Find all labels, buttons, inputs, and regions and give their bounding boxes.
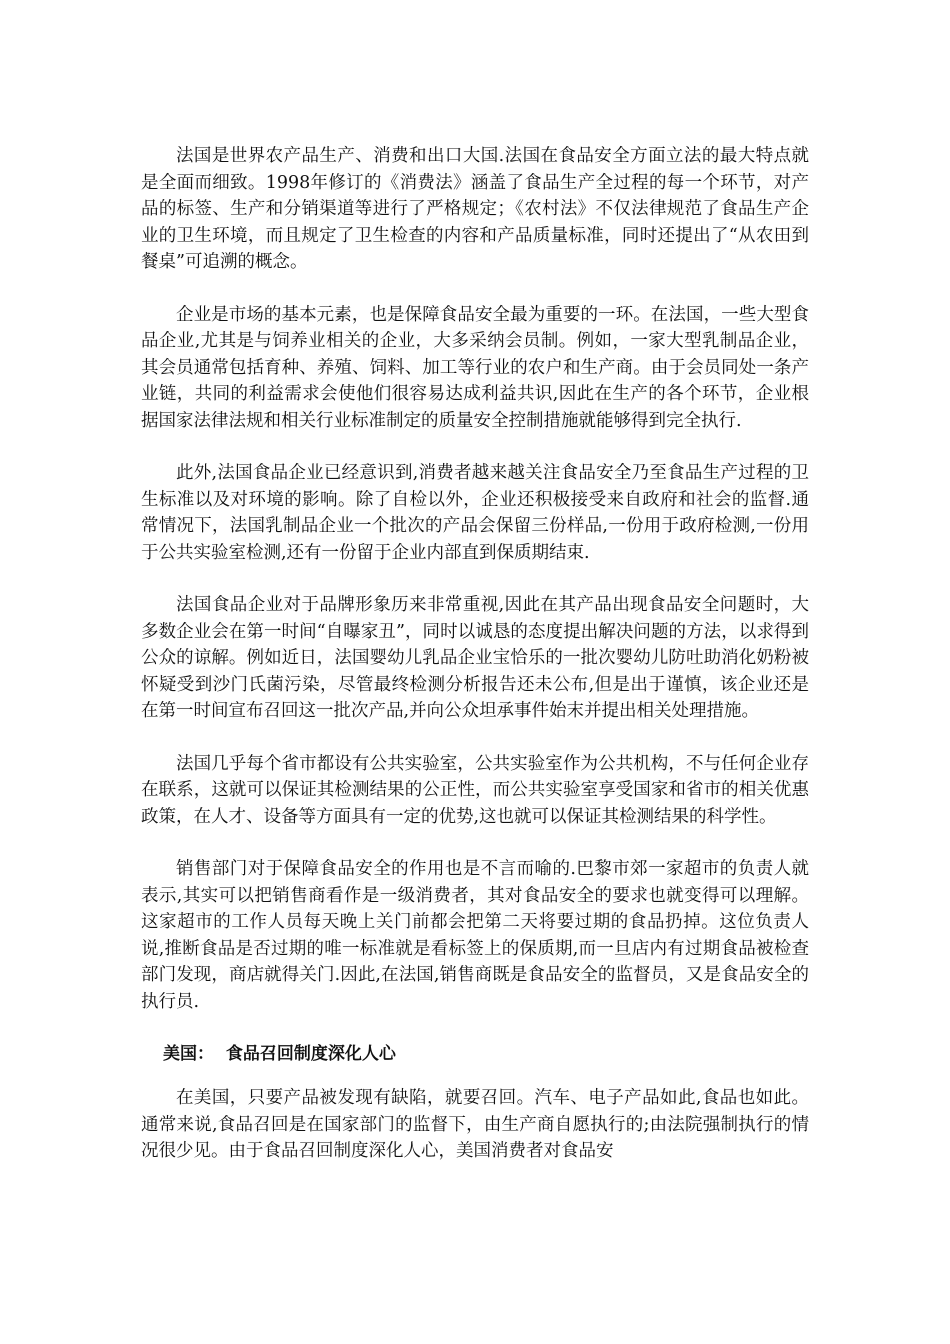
paragraph-supervision: 此外,法国食品企业已经意识到,消费者越来越关注食品安全乃至食品生产过程的卫生标准以及对环境的影响。除了自检以外，企业还积极接受来自政府和社会的监督.通常情况下，法国乳制品企业一个批次的产品会保留三份样品,一份用于政府检测,一份用于公共实验室检测,还有一份留于企业内部直到保质期结束. — [141, 463, 809, 563]
document-body — [141, 143, 809, 1165]
section-heading-usa: 美国： 食品召回制度深化人心 — [163, 1044, 396, 1064]
paragraph-usa-recall: 在美国，只要产品被发现有缺陷，就要召回。汽车、电子产品如此,食品也如此。通常来说,食品召回是在国家部门的监督下，由生产商自愿执行的;由法院强制执行的情况很少见。由于食品召回制度深化人心，美国消费者对食品安 — [141, 1088, 809, 1161]
paragraph-legislation: 法国是世界农产品生产、消费和出口大国.法国在食品安全方面立法的最大特点就是全面而细致。1998年修订的《消费法》涵盖了食品生产全过程的每一个环节，对产品的标签、生产和分销渠道等进行了严格规定；《农村法》不仅法律规范了食品生产企业的卫生环境，而且规定了卫生检查的内容和产品质量标准，同时还提出了“从农田到餐桌”可追溯的概念。 — [141, 146, 809, 272]
paragraph-enterprises: 企业是市场的基本元素，也是保障食品安全最为重要的一环。在法国，一些大型食品企业,尤其是与饲养业相关的企业，大多采纳会员制。例如，一家大型乳制品企业，其会员通常包括育种、养殖、饲料、加工等行业的农户和生产商。由于会员同处一条产业链，共同的利益需求会使他们很容易达成利益共识,因此在生产的各个环节，企业根据国家法律法规和相关行业标准制定的质量安全控制措施就能够得到完全执行. — [141, 304, 809, 431]
paragraph-public-labs: 法国几乎每个省市都设有公共实验室，公共实验室作为公共机构，不与任何企业存在联系，这就可以保证其检测结果的公正性，而公共实验室享受国家和省市的相关优惠政策，在人才、设备等方面具有一定的优势,这也就可以保证其检测结果的科学性。 — [141, 753, 809, 827]
paragraph-brand-image: 法国食品企业对于品牌形象历来非常重视,因此在其产品出现食品安全问题时，大多数企业会在第一时间“自曝家丑”，同时以诚恳的态度提出解决问题的方法，以求得到公众的谅解。例如近日，法国婴幼儿乳品企业宝恰乐的一批次婴幼儿防吐助消化奶粉被怀疑受到沙门氏菌污染，尽管最终检测分析报告还未公布,但是出于谨慎，该企业还是在第一时间宣布召回这一批次产品,并向公众坦承事件始末并提出相关处理措施。 — [141, 595, 809, 721]
paragraph-retailers: 销售部门对于保障食品安全的作用也是不言而喻的.巴黎市郊一家超市的负责人就表示,其实可以把销售商看作是一级消费者，其对食品安全的要求也就变得可以理解。这家超市的工作人员每天晚上关门前都会把第二天将要过期的食品扔掉。这位负责人说,推断食品是否过期的唯一标准就是看标签上的保质期,而一旦店内有过期食品被检查部门发现，商店就得关门.因此,在法国,销售商既是食品安全的监督员，又是食品安全的执行员. — [141, 859, 809, 1012]
